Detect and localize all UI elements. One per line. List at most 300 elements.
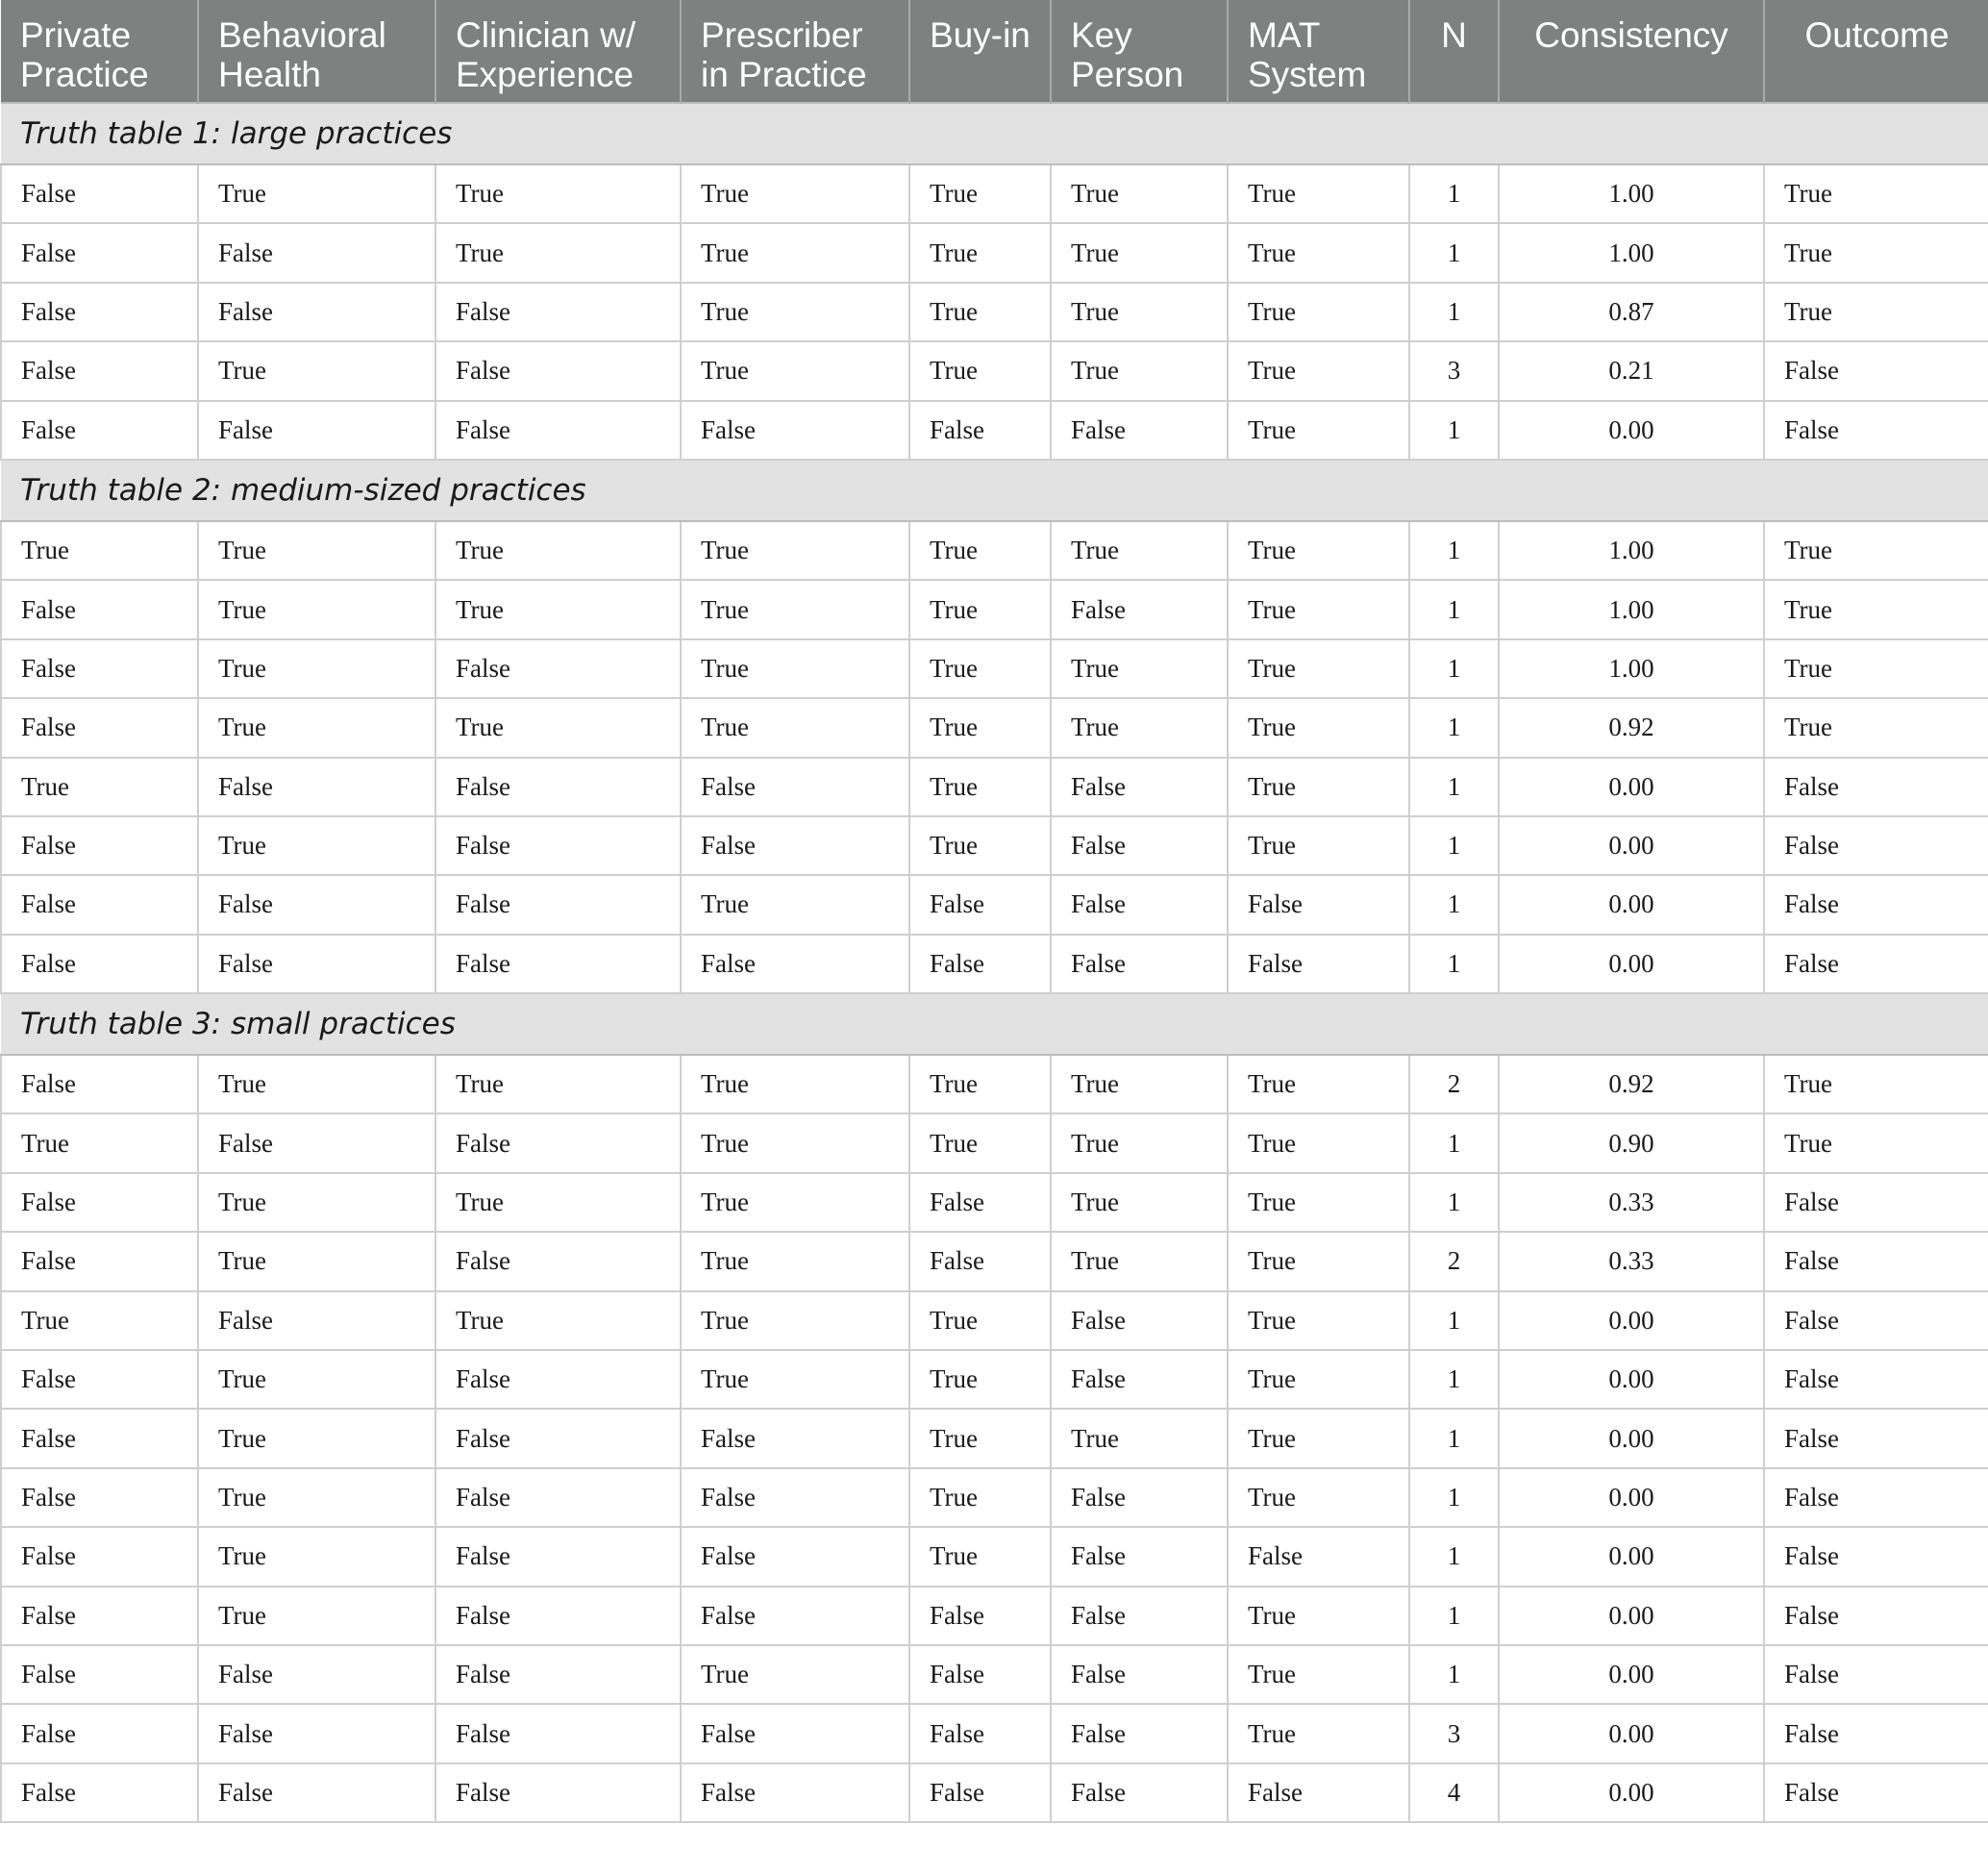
table-cell: True (1051, 1055, 1228, 1113)
table-cell: False (198, 758, 435, 816)
table-cell: False (1051, 935, 1228, 993)
table-cell: False (909, 1232, 1051, 1290)
table-cell: False (1, 1232, 198, 1290)
table-cell: False (1, 223, 198, 282)
table-cell: True (1228, 1291, 1409, 1350)
table-cell: True (1764, 639, 1988, 698)
table-cell: True (1228, 1055, 1409, 1113)
table-cell: True (1228, 1232, 1409, 1290)
table-cell: True (1228, 164, 1409, 223)
table-cell: True (1051, 1409, 1228, 1467)
table-cell: True (1051, 639, 1228, 698)
table-cell: False (1764, 1350, 1988, 1409)
table-cell: False (198, 935, 435, 993)
table-cell: False (1051, 401, 1228, 460)
table-cell: False (435, 1587, 681, 1645)
table-cell: True (1, 1291, 198, 1350)
table-row (1, 1527, 1988, 1586)
table-cell: False (1, 1587, 198, 1645)
section-header-row (1, 460, 1988, 521)
table-cell: False (1, 1763, 198, 1822)
table-cell: False (198, 223, 435, 282)
table-cell: False (1764, 758, 1988, 816)
table-row (1, 639, 1988, 698)
table-cell: True (1228, 1645, 1409, 1704)
table-row (1, 1350, 1988, 1409)
table-cell: 0.21 (1499, 341, 1764, 400)
section-title: Truth table 3: small practices (1, 993, 1988, 1055)
table-cell: False (198, 875, 435, 934)
table-cell: False (1, 341, 198, 400)
table-cell: 1 (1409, 875, 1499, 934)
table-cell: False (1051, 1468, 1228, 1527)
table-cell: 0.00 (1499, 1763, 1764, 1822)
table-cell: False (435, 1232, 681, 1290)
table-cell: False (909, 875, 1051, 934)
table-cell: True (198, 580, 435, 638)
table-cell: True (681, 580, 909, 638)
table-cell: False (1764, 1763, 1988, 1822)
table-cell: True (1228, 521, 1409, 580)
header-clinician-experience: Clinician w/ Experience (435, 0, 681, 103)
table-cell: False (435, 1113, 681, 1172)
table-cell: False (1764, 1232, 1988, 1290)
table-cell: 1 (1409, 401, 1499, 460)
table-cell: True (1764, 580, 1988, 638)
table-cell: True (909, 521, 1051, 580)
table-cell: False (435, 1645, 681, 1704)
table-cell: False (198, 1113, 435, 1172)
table-cell: False (1, 875, 198, 934)
header-private-practice: Private Practice (1, 0, 198, 103)
table-cell: False (1764, 1587, 1988, 1645)
table-cell: True (1228, 1173, 1409, 1232)
table-cell: False (435, 1527, 681, 1586)
table-cell: False (198, 1645, 435, 1704)
table-cell: 0.00 (1499, 875, 1764, 934)
table-cell: 1.00 (1499, 521, 1764, 580)
table-cell: 1 (1409, 164, 1499, 223)
table-cell: True (1228, 1704, 1409, 1762)
table-cell: False (909, 935, 1051, 993)
table-cell: True (198, 816, 435, 875)
table-cell: True (1051, 164, 1228, 223)
table-cell: True (198, 698, 435, 757)
table-cell: False (1051, 1704, 1228, 1762)
table-cell: True (681, 1232, 909, 1290)
table-cell: True (1228, 580, 1409, 638)
table-cell: True (1, 758, 198, 816)
table-cell: 1 (1409, 580, 1499, 638)
table-cell: 4 (1409, 1763, 1499, 1822)
table-cell: False (681, 401, 909, 460)
table-cell: True (1228, 698, 1409, 757)
table-cell: True (1764, 698, 1988, 757)
table-cell: True (198, 521, 435, 580)
table-cell: False (1764, 401, 1988, 460)
table-row (1, 521, 1988, 580)
table-row (1, 580, 1988, 638)
table-cell: False (1, 1704, 198, 1762)
table-cell: True (681, 1350, 909, 1409)
table-cell: 0.87 (1499, 283, 1764, 341)
table-cell: True (681, 875, 909, 934)
table-row (1, 164, 1988, 223)
table-cell: True (681, 1645, 909, 1704)
table-cell: True (909, 1409, 1051, 1467)
table-cell: True (681, 1055, 909, 1113)
table-row (1, 1763, 1988, 1822)
table-cell: 1.00 (1499, 580, 1764, 638)
table-cell: False (1764, 816, 1988, 875)
table-cell: True (1764, 521, 1988, 580)
table-cell: False (681, 1763, 909, 1822)
table-row (1, 1409, 1988, 1467)
table-cell: True (435, 580, 681, 638)
table-cell: False (198, 1704, 435, 1762)
table-cell: 1 (1409, 521, 1499, 580)
table-cell: True (909, 1468, 1051, 1527)
table-cell: True (909, 639, 1051, 698)
table-cell: True (435, 1173, 681, 1232)
table-cell: True (681, 1113, 909, 1172)
table-cell: True (909, 580, 1051, 638)
table-cell: True (1051, 1232, 1228, 1290)
table-cell: True (909, 1291, 1051, 1350)
table-cell: False (1228, 935, 1409, 993)
table-cell: False (1, 1055, 198, 1113)
table-row (1, 875, 1988, 934)
table-cell: 1 (1409, 283, 1499, 341)
table-cell: True (1764, 164, 1988, 223)
table-row (1, 816, 1988, 875)
table-cell: False (1051, 758, 1228, 816)
table-row (1, 1291, 1988, 1350)
table-cell: False (1051, 1587, 1228, 1645)
header-row (1, 0, 1988, 103)
table-cell: 0.00 (1499, 1350, 1764, 1409)
table-cell: False (1, 935, 198, 993)
table-cell: False (198, 1291, 435, 1350)
table-cell: False (1, 1350, 198, 1409)
section-header-row (1, 993, 1988, 1055)
table-cell: True (1051, 223, 1228, 282)
header-consistency: Consistency (1499, 0, 1764, 103)
table-cell: True (681, 639, 909, 698)
table-cell: True (1764, 1113, 1988, 1172)
table-cell: True (1764, 1055, 1988, 1113)
table-cell: False (681, 935, 909, 993)
table-cell: True (1228, 341, 1409, 400)
table-cell: True (1228, 401, 1409, 460)
table-cell: True (1051, 698, 1228, 757)
table-cell: True (1228, 223, 1409, 282)
table-cell: False (681, 1704, 909, 1762)
table-cell: True (1228, 1409, 1409, 1467)
table-cell: False (1764, 1291, 1988, 1350)
table-cell: 0.00 (1499, 401, 1764, 460)
table-cell: True (198, 1055, 435, 1113)
table-cell: 3 (1409, 341, 1499, 400)
table-cell: False (1764, 341, 1988, 400)
header-key-person: Key Person (1051, 0, 1228, 103)
table-cell: 1 (1409, 639, 1499, 698)
table-cell: True (681, 1173, 909, 1232)
table-cell: True (1764, 223, 1988, 282)
table-cell: True (1051, 1173, 1228, 1232)
table-cell: 1 (1409, 816, 1499, 875)
table-row (1, 935, 1988, 993)
table-cell: True (909, 1527, 1051, 1586)
header-buy-in: Buy-in (909, 0, 1051, 103)
table-cell: False (198, 1763, 435, 1822)
header-mat-system: MAT System (1228, 0, 1409, 103)
table-cell: False (1764, 1645, 1988, 1704)
table-cell: True (909, 283, 1051, 341)
table-cell: 0.00 (1499, 1704, 1764, 1762)
table-cell: True (909, 698, 1051, 757)
table-cell: True (435, 1291, 681, 1350)
table-cell: 1 (1409, 1587, 1499, 1645)
table-cell: False (1228, 1763, 1409, 1822)
table-row (1, 1173, 1988, 1232)
table-cell: False (1764, 935, 1988, 993)
table-cell: False (435, 639, 681, 698)
table-cell: False (909, 1704, 1051, 1762)
table-cell: False (435, 341, 681, 400)
table-cell: False (1051, 1350, 1228, 1409)
table-cell: False (435, 816, 681, 875)
table-cell: True (909, 223, 1051, 282)
table-cell: True (681, 164, 909, 223)
section-title: Truth table 1: large practices (1, 103, 1988, 164)
table-cell: False (681, 816, 909, 875)
table-row (1, 283, 1988, 341)
table-cell: False (435, 1350, 681, 1409)
table-row (1, 1645, 1988, 1704)
table-cell: 1.00 (1499, 639, 1764, 698)
table-cell: False (681, 1409, 909, 1467)
table-cell: False (909, 1173, 1051, 1232)
table-cell: False (681, 1468, 909, 1527)
table-cell: True (681, 1291, 909, 1350)
table-cell: 1 (1409, 1468, 1499, 1527)
table-cell: 3 (1409, 1704, 1499, 1762)
table-cell: True (198, 1232, 435, 1290)
table-cell: True (681, 341, 909, 400)
table-cell: False (909, 1763, 1051, 1822)
table-cell: False (435, 283, 681, 341)
table-cell: False (1051, 875, 1228, 934)
table-cell: 0.92 (1499, 698, 1764, 757)
table-row (1, 698, 1988, 757)
table-cell: True (909, 1113, 1051, 1172)
table-cell: True (1228, 816, 1409, 875)
table-cell: False (435, 875, 681, 934)
table-row (1, 1055, 1988, 1113)
table-row (1, 1468, 1988, 1527)
table-cell: 0.00 (1499, 758, 1764, 816)
table-cell: False (1051, 1291, 1228, 1350)
table-row (1, 223, 1988, 282)
table-cell: False (909, 401, 1051, 460)
table-cell: True (1051, 1113, 1228, 1172)
table-cell: False (1764, 1409, 1988, 1467)
table-cell: True (1228, 639, 1409, 698)
table-cell: 0.00 (1499, 1645, 1764, 1704)
table-cell: True (1228, 1113, 1409, 1172)
table-body (1, 103, 1988, 1822)
table-cell: False (681, 1587, 909, 1645)
table-cell: 1 (1409, 1291, 1499, 1350)
table-cell: 0.00 (1499, 1587, 1764, 1645)
table-cell: True (198, 1173, 435, 1232)
table-row (1, 758, 1988, 816)
table-cell: 1 (1409, 1173, 1499, 1232)
table-cell: 0.00 (1499, 1468, 1764, 1527)
table-cell: 2 (1409, 1232, 1499, 1290)
header-prescriber-in-practice: Prescriber in Practice (681, 0, 909, 103)
table-cell: 0.92 (1499, 1055, 1764, 1113)
table-cell: True (435, 698, 681, 757)
table-row (1, 1587, 1988, 1645)
table-cell: True (198, 1587, 435, 1645)
table-cell: 2 (1409, 1055, 1499, 1113)
table-cell: False (435, 1763, 681, 1822)
table-cell: 1 (1409, 1527, 1499, 1586)
table-cell: 1 (1409, 1409, 1499, 1467)
table-cell: 0.33 (1499, 1232, 1764, 1290)
table-cell: True (1228, 1468, 1409, 1527)
table-cell: 0.00 (1499, 1291, 1764, 1350)
table-cell: True (1228, 1350, 1409, 1409)
table-cell: True (198, 164, 435, 223)
header-outcome: Outcome (1764, 0, 1988, 103)
table-cell: 0.90 (1499, 1113, 1764, 1172)
table-cell: True (1, 521, 198, 580)
table-cell: 1 (1409, 698, 1499, 757)
table-cell: False (1051, 816, 1228, 875)
table-cell: False (1764, 1468, 1988, 1527)
table-cell: True (198, 1468, 435, 1527)
table-cell: 1 (1409, 758, 1499, 816)
table-cell: False (1, 1468, 198, 1527)
table-cell: 1 (1409, 1350, 1499, 1409)
table-cell: 0.00 (1499, 1527, 1764, 1586)
table-cell: True (909, 816, 1051, 875)
table-cell: False (435, 1409, 681, 1467)
table-cell: False (1, 283, 198, 341)
section-header-row (1, 103, 1988, 164)
table-cell: False (1, 1527, 198, 1586)
table-cell: 1 (1409, 935, 1499, 993)
table-cell: 1.00 (1499, 223, 1764, 282)
table-cell: False (909, 1587, 1051, 1645)
table-cell: True (681, 698, 909, 757)
table-cell: False (1, 1645, 198, 1704)
table-cell: 0.00 (1499, 1409, 1764, 1467)
table-cell: 1 (1409, 223, 1499, 282)
table-cell: True (1764, 283, 1988, 341)
table-cell: True (1228, 283, 1409, 341)
table-cell: False (909, 1645, 1051, 1704)
section-title: Truth table 2: medium-sized practices (1, 460, 1988, 521)
table-cell: True (198, 1350, 435, 1409)
table-cell: False (1, 580, 198, 638)
table-cell: False (1051, 1763, 1228, 1822)
table-cell: False (198, 283, 435, 341)
table-cell: False (435, 1704, 681, 1762)
table-cell: False (681, 758, 909, 816)
table-cell: False (1, 816, 198, 875)
table-cell: True (435, 1055, 681, 1113)
table-cell: False (435, 401, 681, 460)
table-cell: True (1051, 521, 1228, 580)
table-cell: True (198, 341, 435, 400)
table-cell: True (681, 223, 909, 282)
table-cell: False (435, 1468, 681, 1527)
table-cell: False (1, 639, 198, 698)
table-cell: 1.00 (1499, 164, 1764, 223)
table-cell: False (681, 1527, 909, 1586)
table-cell: False (435, 935, 681, 993)
table-cell: False (1, 164, 198, 223)
table-cell: True (1051, 341, 1228, 400)
table-cell: True (198, 1527, 435, 1586)
table-header (1, 0, 1988, 103)
table-cell: False (1764, 1173, 1988, 1232)
table-cell: True (909, 164, 1051, 223)
table-cell: False (1, 401, 198, 460)
table-cell: False (1228, 875, 1409, 934)
table-row (1, 401, 1988, 460)
table-cell: True (435, 164, 681, 223)
table-row (1, 1113, 1988, 1172)
table-cell: True (1, 1113, 198, 1172)
table-cell: True (909, 758, 1051, 816)
table-cell: True (1228, 758, 1409, 816)
table-cell: True (435, 521, 681, 580)
table-cell: False (1, 1409, 198, 1467)
table-cell: 1 (1409, 1113, 1499, 1172)
table-cell: 0.00 (1499, 935, 1764, 993)
table-cell: False (1051, 1645, 1228, 1704)
table-cell: True (1228, 1587, 1409, 1645)
table-cell: True (909, 1055, 1051, 1113)
table-cell: False (1, 1173, 198, 1232)
table-cell: 0.00 (1499, 816, 1764, 875)
table-row (1, 1704, 1988, 1762)
table-cell: True (1051, 283, 1228, 341)
table-cell: 1 (1409, 1645, 1499, 1704)
table-cell: False (435, 758, 681, 816)
table-cell: False (1228, 1527, 1409, 1586)
header-n: N (1409, 0, 1499, 103)
table-cell: False (1051, 1527, 1228, 1586)
table-cell: False (1764, 875, 1988, 934)
table-cell: True (198, 639, 435, 698)
table-cell: True (198, 1409, 435, 1467)
table-cell: 0.33 (1499, 1173, 1764, 1232)
table-cell: True (435, 223, 681, 282)
table-cell: False (1, 698, 198, 757)
table-cell: True (681, 283, 909, 341)
table-cell: False (1764, 1704, 1988, 1762)
table-row (1, 341, 1988, 400)
table-cell: False (1051, 580, 1228, 638)
table-cell: False (1764, 1527, 1988, 1586)
table-cell: True (909, 1350, 1051, 1409)
